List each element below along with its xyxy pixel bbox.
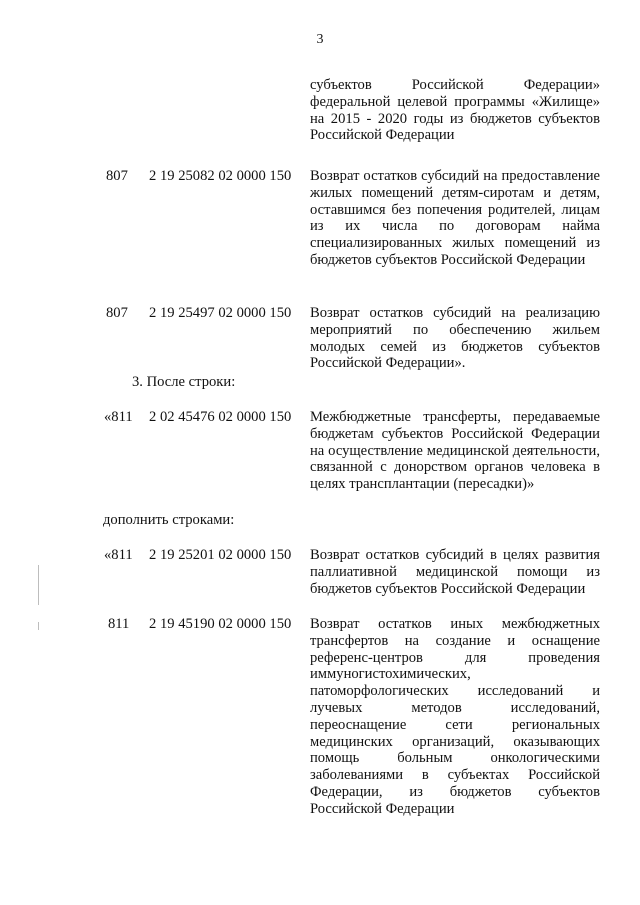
row-description: Возврат остатков субсидий на предоставление жилых помещений детям-сиротам и детям, оставшимся без попечения родителей, лицам из их числа по договорам найма специализированных жилых помещений из бюджетов субъектов Российской Федерации [310, 168, 600, 268]
row-description: Возврат остатков субсидий в целях развития паллиативной медицинской помощи из бюджетов субъектов Российской Федерации [310, 547, 600, 597]
table-row [0, 547, 640, 599]
admin-code: 807 [106, 168, 128, 184]
budget-classification-code: 2 19 25497 02 0000 150 [149, 305, 292, 321]
budget-classification-code: 2 19 25201 02 0000 150 [149, 547, 292, 563]
admin-code: «811 [104, 409, 133, 425]
page-number: 3 [316, 32, 324, 47]
row-description: Возврат остатков субсидий на реализацию мероприятий по обеспечению жильем молодых семей из бюджетов субъектов Российской Федерации». [310, 305, 600, 372]
row-description: Межбюджетные трансферты, передаваемые бюджетам субъектов Российской Федерации на осуществление медицинской деятельности, связанной с донорством органов человека в целях трансплантации (пересадки)» [310, 409, 600, 493]
row-description: субъектов Российской Федерации» федеральной целевой программы «Жилище» на 2015 - 2020 годы из бюджетов субъектов Российской Федерации [310, 77, 600, 144]
row-description: Возврат остатков иных межбюджетных трансфертов на создание и оснащение референс-центров для проведения иммуногистохимических, патоморфологических исследований и лучевых методов исследований, переоснащение сети региональных медицинских организаций, оказывающих помощь больным онкологическими заболеваниями в субъектах Российской Федерации, из бюджетов субъектов Российской Федерации [310, 616, 600, 817]
budget-classification-code: 2 19 25082 02 0000 150 [149, 168, 292, 184]
admin-code: 811 [108, 616, 130, 632]
admin-code: 807 [106, 305, 128, 321]
admin-code: «811 [104, 547, 133, 563]
table-row [0, 616, 640, 826]
budget-classification-code: 2 02 45476 02 0000 150 [149, 409, 292, 425]
instruction-after-line: 3. После строки: [132, 374, 236, 390]
table-row [0, 168, 640, 288]
table-row [0, 305, 640, 375]
budget-classification-code: 2 19 45190 02 0000 150 [149, 616, 292, 632]
instruction-add-lines: дополнить строками: [103, 512, 235, 528]
table-row [0, 77, 640, 149]
table-row [0, 409, 640, 514]
